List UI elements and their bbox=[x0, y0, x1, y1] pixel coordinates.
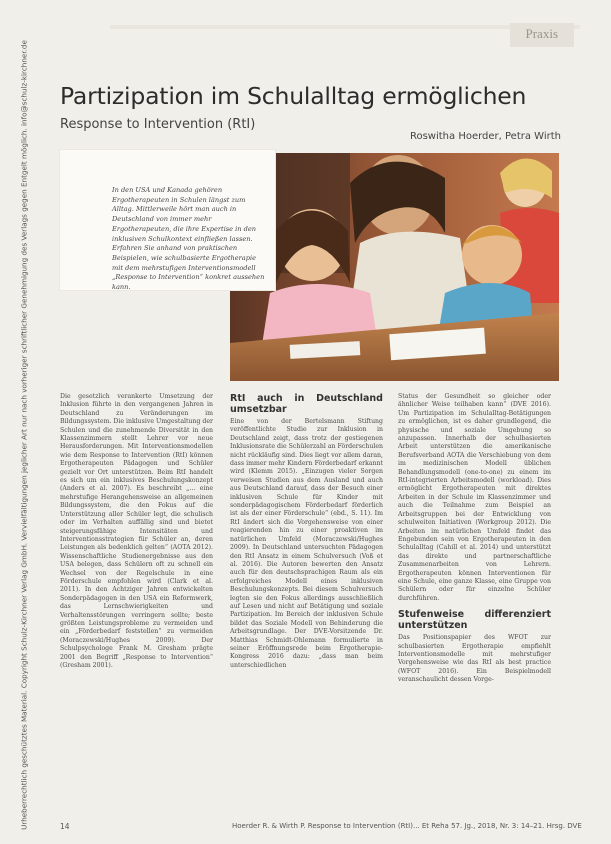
column-3 bbox=[398, 393, 551, 685]
copyright-notice: Urheberrechtlich geschütztes Material. Copyright Schulz-Kirchner Verlag GmbH. Vervielfältigungen jeglicher Art nur nach vorheriger schriftlicher Genehmigung des Verlags gegen Entgelt möglich. info@schulz-kirchner.de bbox=[19, 40, 29, 830]
intro-text: In den USA und Kanada gehören Ergotherapeuten in Schulen längst zum Alltag. Mittlerweile hört man auch in Deutschland von immer mehr Ergotherapeuten, die ihre Expertise in den inklusiven Schulkontext einfließen lassen. Erfahren Sie anhand von praktischen Beispielen, wie schulbasierte Ergotherapie mit dem mehrstufigen Interventionsmodell „Response to Intervention“ konkret aussehen kann. bbox=[112, 186, 265, 292]
column-2-heading: RtI auch in Deutschland umsetzbar bbox=[230, 393, 383, 415]
classroom-photo bbox=[230, 153, 559, 381]
column-2 bbox=[230, 393, 383, 670]
footer-citation: Hoerder R. & Wirth P. Response to Intervention (RtI)... Et Reha 57. Jg., 2018, Nr. 3: 14–21. Hrsg. DVE bbox=[232, 822, 582, 830]
column-3-text: Status der Gesundheit so gleicher oder ähnlicher Weise teilhaben kann“ (DVE 2016). Um Partizipation im Schulalltag-Betätigungen zu ermöglichen, ist es daher grundlegend, die physische und soziale Umgebung so anzupassen. Innerhalb der schulbasierten Arbeit unterstützen die amerikanische Berufsverband AOTA die Verschiebung von dem im medizinischen Modell üblichen Behandlungsmodell (one-to-one) zu einem im RtI-integrierten Arbeitsmodell (workload). Dies ermöglicht Ergotherapeuten mit direktes Arbeiten in der Schule im Klassenzimmer und auch die Teilnahme zum Beispiel an Arbeitsgruppen bei der Entwicklung von schulweiten Initiativen (Workgroup 2012). Die Arbeiten im natürlichen Umfeld findet das Engebunden sein von Ergotherapeuten in den Schulalltag (Cahill et al. 2014) und unterstützt das direkte und partnerschaftliche Zusammenarbeiten von Lehrern. Ergotherapeuten können Interventionen für eine Schule, eine ganze Klasse, eine Gruppe von Schülern oder für einzelne Schüler durchführen. bbox=[398, 393, 551, 602]
article-subtitle: Response to Intervention (RtI) bbox=[60, 117, 256, 132]
column-2-text: Eine von der Bertelsmann Stiftung veröffentlichte Studie zur Inklusion in Deutschland zeigt, dass trotz der gestiegenen Inklusionsrate die Schülerzahl an Förderschulen nicht rückläufig sind. Dies liegt vor allem daran, dass immer mehr Kindern Förderbedarf erkannt wird (Klemm 2015). „Einzugen vieler Sorgen verweisen Studien aus dem Ausland und auch aus Deutschland darauf, dass der Besuch einer inklusiven Schule für Kinder mit sonderpädagogischem Förderbedarf förderlich ist als der einer Förderschule“ (ebd., S. 11). Im RtI ändert sich die Vorgehensweise von einer reagierenden hin zu einer proaktiven im natürlichen Umfeld (Moraczewski/Hughes 2009). In Deutschland untersuchten Pädagogen den RtI Ansatz in einem Schulversuch (Voß et al. 2016). Die Autoren bewerten den Ansatz auch für den deutschsprachigen Raum als ein erfolgreiches Modell eines inklusiven Beschulungskonzepts. Bei diesem Schulversuch legten sie den Fokus allerdings ausschließlich auf Lesen und nicht auf Betätigung und soziale Partizipation. Im Bereich der inklusiven Schule bildet das Soziale Modell von Behinderung die Arbeitsgrundlage. Der DVE-Vorsitzende Dr. Matthias Schmidt-Ohlemann formulierte in seiner Eröffnungsrede beim Ergotherapie-Kongress 2016 dazu: „dass man beim unterschiedlichen bbox=[230, 418, 383, 669]
article-authors: Roswitha Hoerder, Petra Wirth bbox=[409, 131, 561, 142]
column-1-text: Die gesetzlich verankerte Umsetzung der Inklusion führte in den vergangenen Jahren in Deutschland zu Veränderungen im Bildungssystem. Die inklusive Umgestaltung der Schulen und die zunehmende Diversität in den Klassenzimmern stellt Lehrer vor neue Herausforderungen. Mit Interventionsmodellen wie dem Response to Intervention (RtI) können Ergotherapeuten Pädagogen und Schüler gezielt vor Ort unterstützen. Beim RtI handelt es sich um ein inklusives Beschulungskonzept (Anders et al. 2007). Es beschreibt „... eine mehrstufige Herangehensweise an allgemeinen Bildungssystem, die den Fokus auf die Unterstützung aller Schüler legt, die schulisch oder im Verhalten auffällig sind und bietet steigerungsfähige Intensitäten und Interventionsstrategien für Schüler an, deren Leistungen als bedenklich gelten“ (AOTA 2012). Wissenschaftliche Studienergebnisse aus den USA belegen, dass Schülern oft zu schnell ein Wechsel von der Regelschule in eine Förderschule empfohlen wird (Clark et al. 2011). In den Achtziger Jahren entwickelten Sonderpädagogen in den USA ein Reformwerk, das Lernschwierigkeiten und Verhaltensstörungen verringern sollte; beste größten Leistungsprobleme zu vermeiden und ein „Förderbedarf feststellen“ zu vermeiden (Moraczewski/Hughes 2009). Der Schulpsychologe Frank M. Gresham prägte 2001 den Begriff „Response to Intervention“ (Gresham 2001). bbox=[60, 393, 213, 669]
article-title: Partizipation im Schulalltag ermöglichen bbox=[60, 82, 527, 110]
classroom-photo-illustration bbox=[230, 153, 559, 381]
section-label: Praxis bbox=[510, 23, 575, 47]
page-number: 14 bbox=[60, 822, 70, 831]
section-header-bar bbox=[110, 25, 580, 41]
copyright-margin bbox=[2, 40, 46, 830]
intro-box bbox=[60, 150, 275, 290]
column-3-text-2: Das Positionspapier des WFOT zur schulbasierten Ergotherapie empfiehlt Interventionsmodelle mit mehrstufiger Vorgehensweise wie das RtI als best practice (WFOT 2016). Ein Beispielmodell veranschaulicht dessen Vorge- bbox=[398, 634, 551, 684]
column-1 bbox=[60, 393, 213, 670]
column-3-heading: Stufenweise differenziert unterstützen bbox=[398, 609, 551, 632]
